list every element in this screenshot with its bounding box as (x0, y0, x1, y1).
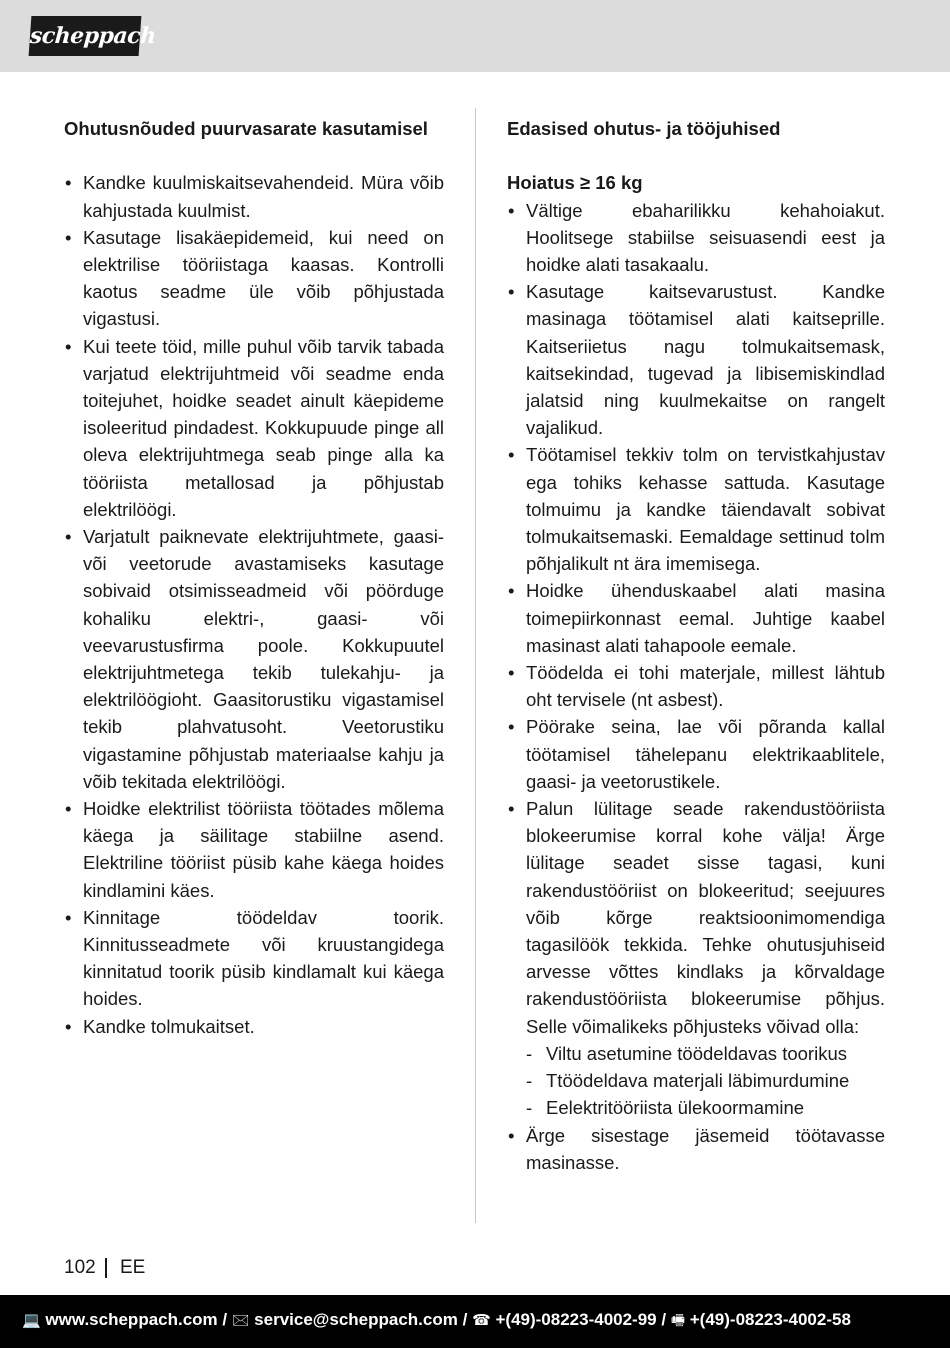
language-code: EE (120, 1257, 146, 1278)
list-item: • Töötamisel tekkiv tolm on tervistkahjustav ega tohiks kehasse sattuda. Kasutage tolmuimu ja kandke täiendavalt sobivat tolmukaitsemaski. Eemaldage settinud tolm põhjalikult nt ära imemisega. (507, 441, 885, 577)
right-heading: Edasised ohutus- ja tööjuhised (507, 118, 781, 139)
causes-list (526, 1040, 885, 1122)
page-number: 102 (64, 1257, 96, 1278)
list-item: • Kasutage lisakäepidemeid, kui need on elektrilise tööriistaga kaasas. Kontrolli kaotus seadme üle võib põhjustada vigastusi. (64, 224, 444, 333)
cause-item: - Eelektritööriista ülekoormamine (526, 1094, 885, 1121)
list-item: • Varjatult paiknevate elektrijuhtmete, gaasi- või veetorude avastamiseks kasutage sobivaid otsimisseadmeid või pöörduge kohaliku elektri-, gaasi- või veevarustusfirma poole. Kokkupuutel elektrijuhtmetega tekib tulekahju- ja elektrilöögioht. Gaasitorustiku vigastamisel tekib plahvatusoht. Veetorustiku vigastamine põhjustab materiaalse kahju ja võib tekitada elektrilöögi. (64, 523, 444, 795)
phone-number: +(49)-08223-4002-99 (495, 1310, 657, 1329)
list-item: • Vältige ebaharilikku kehahoiakut. Hoolitsege stabiilse seisuasendi eest ja hoidke alati tasakaalu. (507, 197, 885, 279)
list-item: • Töödelda ei tohi materjale, millest lähtub oht tervisele (nt asbest). (507, 659, 885, 713)
left-column (64, 115, 444, 1040)
header-band (0, 0, 950, 72)
list-item: • Ärge sisestage jäsemeid töötavasse masinasse. (507, 1122, 885, 1176)
blockage-text: Palun lülitage seade rakendustööriista blokeerumise korral kohe välja! Ärge lülitage seadet sisse tagasi, kuni rakendustööriist on blokeeritud; seejuures võib kõrge reaktsioonimomendiga tagasilöök tekkida. Tehke ohutusjuhiseid arvesse võttes kindlaks ja kõrvaldage rakendustööriista blokeerumise põhjus. Selle võimalikeks põhjusteks võivad olla: (526, 798, 885, 1037)
email-link[interactable]: service@scheppach.com (254, 1310, 458, 1329)
column-divider (475, 108, 476, 1223)
left-heading: Ohutusnõuded puurvasarate kasutamisel (64, 118, 428, 139)
page-number-separator (105, 1258, 107, 1278)
website-link[interactable]: www.scheppach.com (45, 1310, 218, 1329)
left-bullet-list (64, 169, 444, 1040)
warning-subheading: Hoiatus ≥ 16 kg (507, 172, 643, 194)
list-item: • Kui teete töid, mille puhul võib tarvik tabada varjatud elektrijuhtmeid või seadme enda toitejuhet, hoidke seadet ainult käepideme isoleeritud pindadest. Kokkupuude pinge all oleva elektrijuhtmega seab pinge alla ka tööriista metallosad ja põhjustab elektrilöögi. (64, 333, 444, 523)
list-item: • Hoidke elektrilist tööriista töötades mõlema käega ja säilitage stabiilne asend. Elektriline tööriist püsib kahe käega hoides kindlamini käes. (64, 795, 444, 904)
footer-separator: / (222, 1310, 228, 1329)
right-column (507, 115, 885, 1176)
footer-separator: / (462, 1310, 468, 1329)
right-bullet-list (507, 197, 885, 1176)
computer-icon: 💻 (22, 1311, 41, 1329)
list-item: • Kandke kuulmiskaitsevahendeid. Müra võib kahjustada kuulmist. (64, 169, 444, 223)
cause-item: - Ttöödeldava materjali läbimurdumine (526, 1067, 885, 1094)
fax-number: +(49)-08223-4002-58 (689, 1310, 851, 1329)
footer-separator: / (661, 1310, 667, 1329)
fax-icon: 🖷 (670, 1311, 686, 1329)
cause-item: - Viltu asetumine töödeldavas toorikus (526, 1040, 885, 1067)
envelope-icon: 🖂 (231, 1311, 250, 1329)
contact-footer (0, 1295, 950, 1348)
list-item-blockage (507, 795, 885, 1121)
list-item: • Kinnitage töödeldav toorik. Kinnitusseadmete või kruustangidega kinnitatud toorik püsib kindlamalt kui käega hoides. (64, 904, 444, 1013)
scheppach-logo: scheppach (29, 16, 142, 56)
list-item: • Kandke tolmukaitset. (64, 1013, 444, 1040)
list-item: • Hoidke ühenduskaabel alati masina toimepiirkonnast eemal. Juhtige kaabel masinast alati tahapoole eemale. (507, 577, 885, 659)
list-item: • Pöörake seina, lae või põranda kallal töötamisel tähelepanu elektrikaablitele, gaasi- ja veetorustikele. (507, 713, 885, 795)
telephone-icon: ☎ (472, 1311, 491, 1329)
list-item: • Kasutage kaitsevarustust. Kandke masinaga töötamisel alati kaitseprille. Kaitseriietus nagu tolmukaitsemask, kaitsekindad, tugevad ja libisemiskindlad jalatsid ning kuulmekaitse on rangelt vajalikud. (507, 278, 885, 441)
